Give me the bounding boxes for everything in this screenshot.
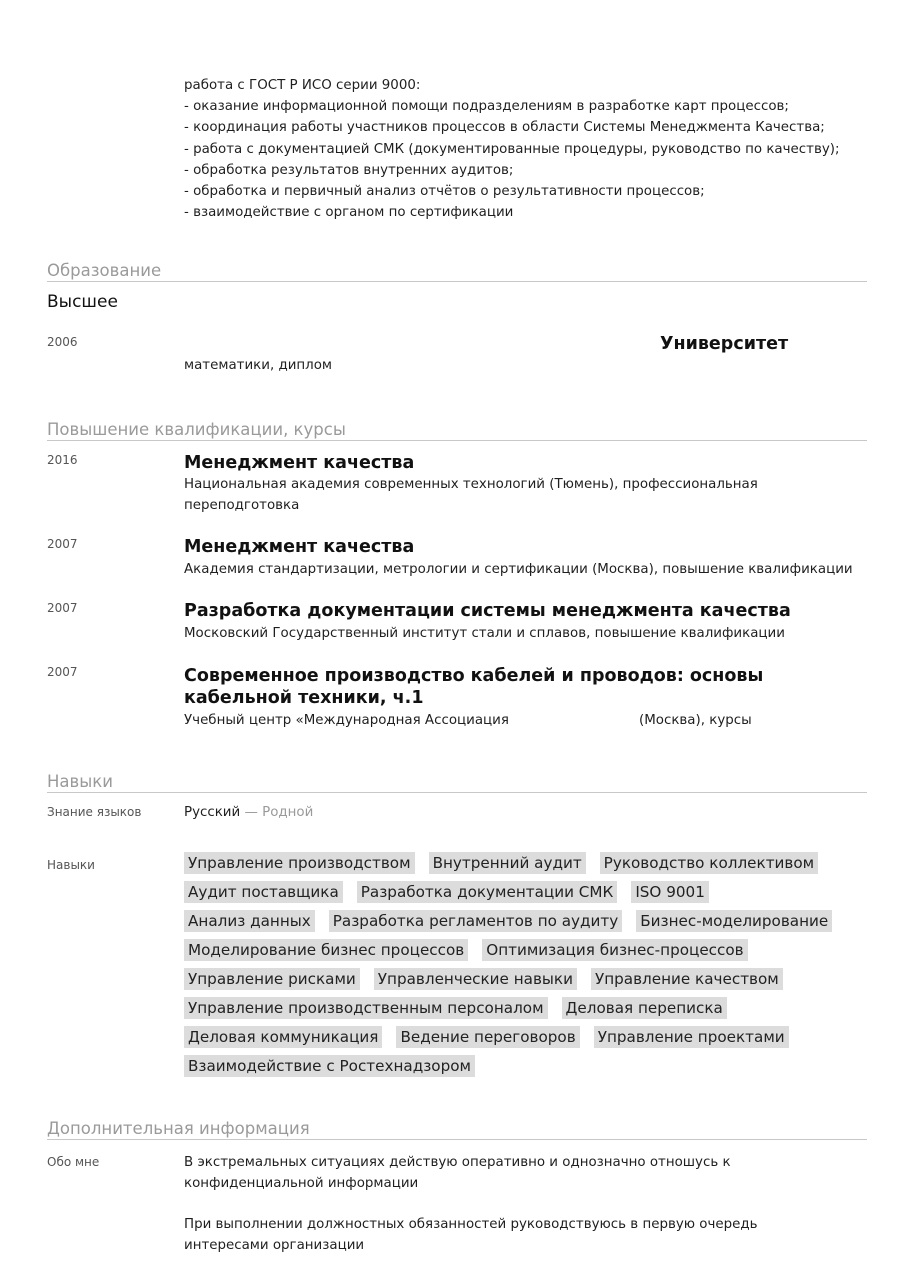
language-entry xyxy=(184,805,313,820)
course-details-city: (Москва), курсы xyxy=(639,713,752,728)
language-level: — Родной xyxy=(244,805,314,820)
skill-tag: Ведение переговоров xyxy=(396,1026,579,1048)
skill-tag: Разработка документации СМК xyxy=(357,881,618,903)
skill-tag: Управление производственным персоналом xyxy=(184,997,548,1019)
skill-row xyxy=(184,968,864,997)
skill-row xyxy=(184,1026,864,1055)
skill-tag: Управление качеством xyxy=(591,968,783,990)
duty-line: - координация работы участников процессов в области Системы Менеджмента Качества; xyxy=(184,120,825,136)
skill-row xyxy=(184,1055,864,1084)
course-title: Менеджмент качества xyxy=(184,453,415,473)
about-label: Обо мне xyxy=(47,1155,100,1169)
skill-tag: Разработка регламентов по аудиту xyxy=(329,910,622,932)
skill-tag: Управление производством xyxy=(184,852,415,874)
skill-row xyxy=(184,852,864,881)
duty-line: работа с ГОСТ Р ИСО серии 9000: xyxy=(184,78,421,93)
skill-tag: Оптимизация бизнес-процессов xyxy=(482,939,747,961)
skill-tag: Управление рисками xyxy=(184,968,360,990)
job-duties xyxy=(184,75,840,223)
duty-line: - работа с документацией СМК (документированные процедуры, руководство по качеству); xyxy=(184,141,840,157)
section-divider xyxy=(47,281,867,282)
course-title-line: кабельной техники, ч.1 xyxy=(184,688,424,708)
skill-tag: Аудит поставщика xyxy=(184,881,343,903)
skills-section-title: Навыки xyxy=(47,772,113,791)
education-year: 2006 xyxy=(47,335,78,349)
skill-tag: ISO 9001 xyxy=(631,881,709,903)
skill-tag: Анализ данных xyxy=(184,910,315,932)
additional-section-title: Дополнительная информация xyxy=(47,1119,310,1138)
course-details xyxy=(184,623,785,644)
about-line: В экстремальных ситуациях действую оперативно и однозначно отношусь к xyxy=(184,1155,731,1170)
about-paragraph xyxy=(184,1214,758,1256)
skill-tag: Управленческие навыки xyxy=(374,968,577,990)
about-line: При выполнении должностных обязанностей руководствуюсь в первую очередь xyxy=(184,1217,758,1232)
course-details-line: переподготовка xyxy=(184,498,300,514)
skill-tag: Деловая переписка xyxy=(562,997,727,1019)
about-paragraph xyxy=(184,1152,731,1194)
skill-row xyxy=(184,910,864,939)
course-title: Разработка документации системы менеджмента качества xyxy=(184,601,791,621)
skill-row xyxy=(184,997,864,1026)
duty-line: - оказание информационной помощи подразделениям в разработке карт процессов; xyxy=(184,99,789,115)
course-title xyxy=(184,665,763,709)
skill-tag: Взаимодействие с Ростехнадзором xyxy=(184,1055,475,1077)
education-level: Высшее xyxy=(47,292,118,312)
course-details-line: Московский Государственный институт стали и сплавов, повышение квалификации xyxy=(184,626,785,641)
duty-line: - взаимодействие с органом по сертификации xyxy=(184,205,514,221)
section-divider xyxy=(47,792,867,793)
course-year: 2016 xyxy=(47,453,78,467)
language-name: Русский xyxy=(184,805,241,820)
duty-line: - обработка и первичный анализ отчётов о результативности процессов; xyxy=(184,184,705,200)
course-details xyxy=(184,559,853,580)
about-line: интересами организации xyxy=(184,1238,365,1254)
skill-tag: Руководство коллективом xyxy=(600,852,818,874)
course-year: 2007 xyxy=(47,665,78,679)
section-divider xyxy=(47,440,867,441)
skill-row xyxy=(184,939,864,968)
course-title: Менеджмент качества xyxy=(184,537,415,557)
skill-tag: Бизнес-моделирование xyxy=(636,910,832,932)
course-details xyxy=(184,474,758,516)
languages-label: Знание языков xyxy=(47,805,142,819)
section-divider xyxy=(47,1139,867,1140)
course-year: 2007 xyxy=(47,537,78,551)
skill-row xyxy=(184,881,864,910)
skill-tag: Управление проектами xyxy=(594,1026,789,1048)
duty-line: - обработка результатов внутренних аудитов; xyxy=(184,162,514,178)
course-details-line: Национальная академия современных технологий (Тюмень), профессиональная xyxy=(184,477,758,492)
university-name: Университет xyxy=(660,334,789,354)
education-section-title: Образование xyxy=(47,261,162,280)
course-details-line: Академия стандартизации, метрологии и сертификации (Москва), повышение квалификации xyxy=(184,562,853,577)
course-year: 2007 xyxy=(47,601,78,615)
about-line: конфиденциальной информации xyxy=(184,1176,419,1192)
skills-label: Навыки xyxy=(47,858,95,872)
education-details: математики, диплом xyxy=(184,358,333,373)
course-title-line: Современное производство кабелей и проводов: основы xyxy=(184,666,764,686)
skill-tag: Внутренний аудит xyxy=(429,852,586,874)
skill-tag: Моделирование бизнес процессов xyxy=(184,939,468,961)
courses-section-title: Повышение квалификации, курсы xyxy=(47,420,346,439)
skill-tag: Деловая коммуникация xyxy=(184,1026,382,1048)
course-details: Учебный центр «Международная Ассоциация xyxy=(184,713,509,728)
skills-tag-list xyxy=(184,852,864,1084)
